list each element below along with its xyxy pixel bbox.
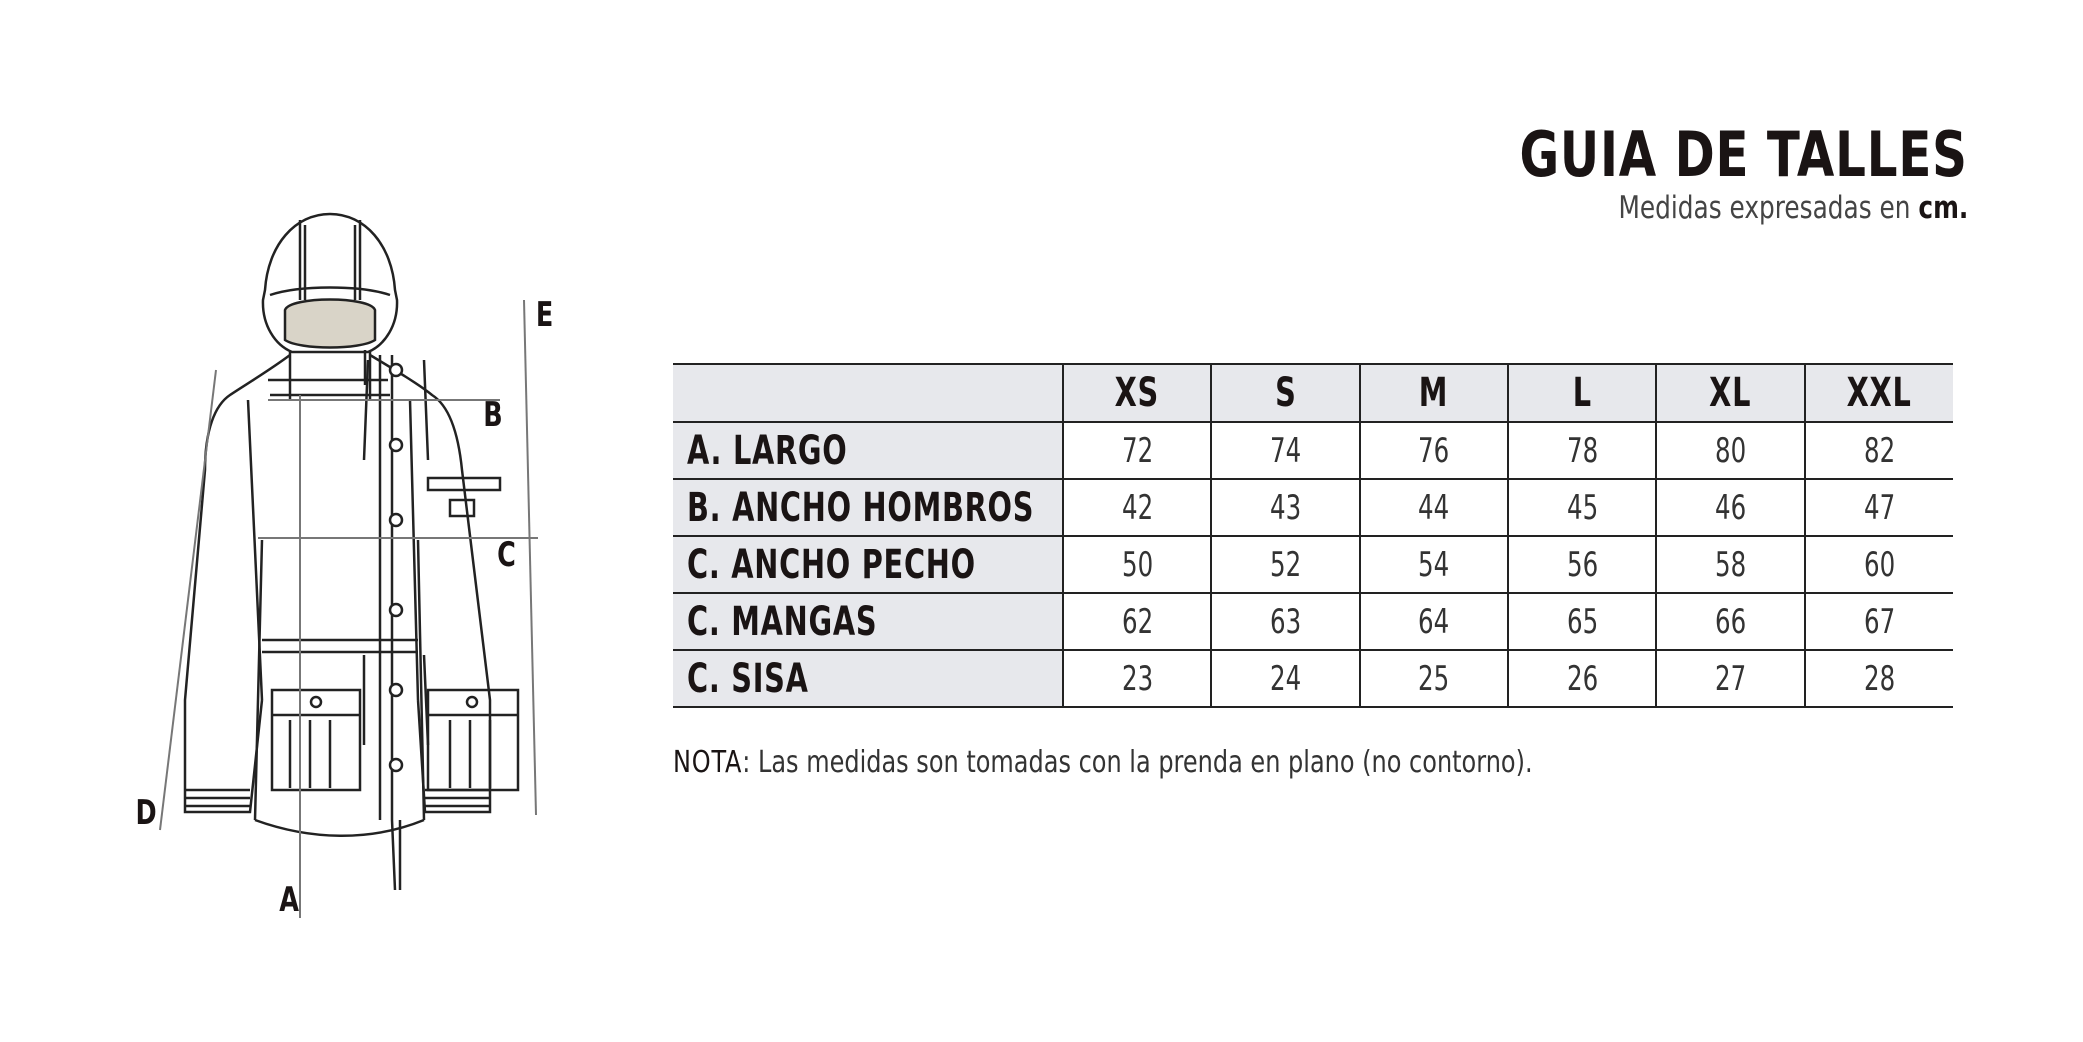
table-cell: 56: [1508, 536, 1656, 593]
table-cell: 82: [1805, 422, 1953, 479]
table-corner: [673, 364, 1063, 422]
page-title: GUIA DE TALLES: [1519, 118, 1968, 191]
measure-label-c: C: [497, 535, 516, 575]
page-subtitle: [1618, 190, 1968, 226]
guide-e: [524, 300, 536, 815]
measure-label-e: E: [535, 295, 554, 335]
row-label: C. SISA: [673, 650, 1063, 707]
row-label: B. ANCHO HOMBROS: [673, 479, 1063, 536]
table-cell: 44: [1360, 479, 1508, 536]
table-cell: 47: [1805, 479, 1953, 536]
hood-lining: [285, 300, 375, 348]
placket: [380, 355, 392, 820]
table-cell: 28: [1805, 650, 1953, 707]
table-cell: 27: [1656, 650, 1804, 707]
table-cell: 50: [1063, 536, 1211, 593]
measure-label-d: D: [135, 793, 157, 833]
col-header: XS: [1063, 364, 1211, 422]
table-cell: 66: [1656, 593, 1804, 650]
row-label: A. LARGO: [673, 422, 1063, 479]
table-cell: 23: [1063, 650, 1211, 707]
table-cell: 25: [1360, 650, 1508, 707]
note-label: NOTA: [673, 745, 743, 780]
table-cell: 63: [1211, 593, 1359, 650]
row-label: C. ANCHO PECHO: [673, 536, 1063, 593]
table-row: [673, 536, 1953, 593]
table-row: [673, 650, 1953, 707]
table-cell: 46: [1656, 479, 1804, 536]
note-text: : Las medidas son tomadas con la prenda en plano (no contorno).: [742, 745, 1533, 780]
table-cell: 43: [1211, 479, 1359, 536]
measure-label-a: A: [279, 880, 300, 920]
table-cell: 45: [1508, 479, 1656, 536]
table-row: [673, 422, 1953, 479]
table-row: [673, 593, 1953, 650]
table-cell: 67: [1805, 593, 1953, 650]
col-header: XL: [1656, 364, 1804, 422]
col-header: L: [1508, 364, 1656, 422]
size-table: [673, 363, 1953, 708]
table-cell: 58: [1656, 536, 1804, 593]
col-header: XXL: [1805, 364, 1953, 422]
col-header: S: [1211, 364, 1359, 422]
hem: [255, 820, 424, 836]
table-cell: 64: [1360, 593, 1508, 650]
table-cell: 76: [1360, 422, 1508, 479]
row-label: C. MANGAS: [673, 593, 1063, 650]
table-cell: 62: [1063, 593, 1211, 650]
subtitle-unit: cm.: [1918, 190, 1968, 226]
table-cell: 42: [1063, 479, 1211, 536]
table-row: [673, 479, 1953, 536]
measure-label-b: B: [483, 395, 503, 435]
table-cell: 78: [1508, 422, 1656, 479]
table-cell: 26: [1508, 650, 1656, 707]
table-cell: 24: [1211, 650, 1359, 707]
table-cell: 72: [1063, 422, 1211, 479]
table-cell: 65: [1508, 593, 1656, 650]
body-outline: [185, 355, 290, 812]
table-cell: 52: [1211, 536, 1359, 593]
table-header-row: [673, 364, 1953, 422]
table-cell: 54: [1360, 536, 1508, 593]
jacket-diagram: [120, 200, 640, 940]
subtitle-text: Medidas expresadas en: [1618, 190, 1911, 226]
guide-d: [160, 370, 216, 830]
col-header: M: [1360, 364, 1508, 422]
table-cell: 80: [1656, 422, 1804, 479]
note: [673, 745, 1533, 780]
collar: [290, 350, 370, 400]
table-cell: 60: [1805, 536, 1953, 593]
table-cell: 74: [1211, 422, 1359, 479]
hood-brim: [270, 288, 390, 296]
